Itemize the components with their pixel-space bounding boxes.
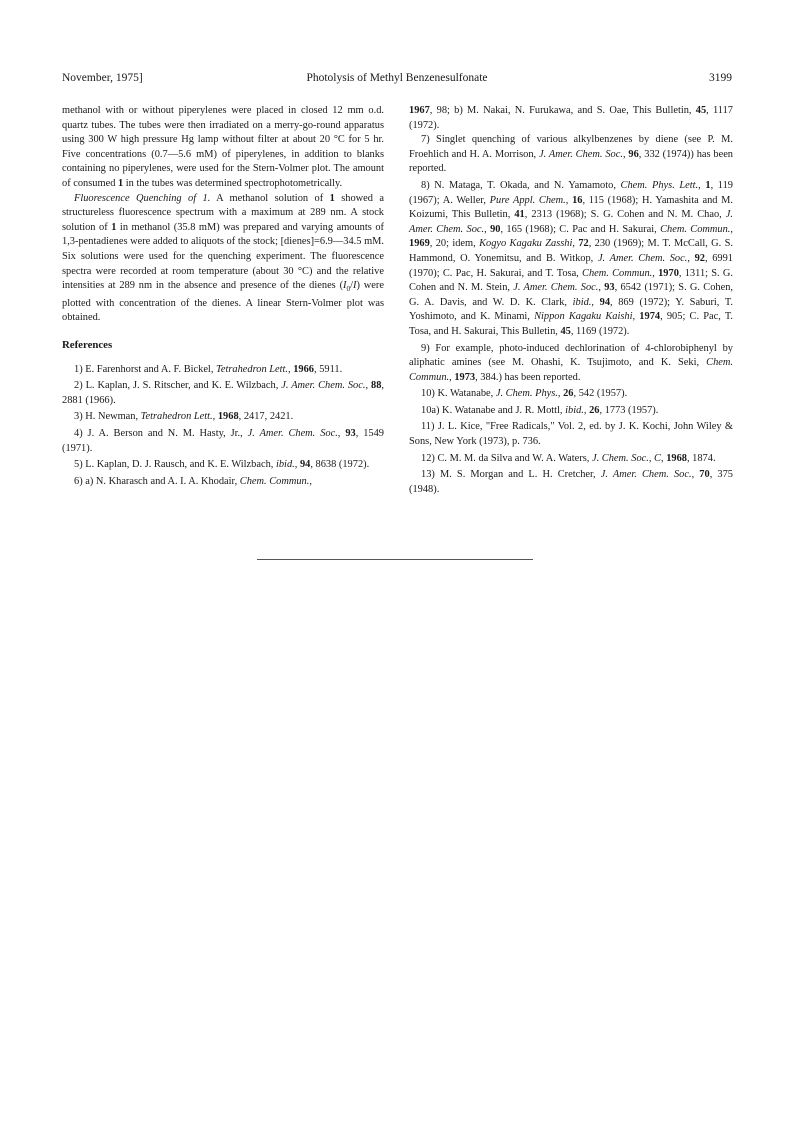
subsection-heading: Fluorescence Quenching of 1. bbox=[74, 192, 211, 204]
reference-8: 8) N. Mataga, T. Okada, and N. Yamamoto, Chem. Phys. Lett., 1, 119 (1967); A. Weller, Pure Appl. Chem., 16, 115 (1968); H. Yamashita and M. Koizumi, This Bulletin, 41, 2313 (1968); S. G. Cohen and N. M. Chao, J. Amer. Chem. Soc., 90, 165 (1968); C. Pac and H. Sakurai, Chem. Commun., 1969, 20; idem, Kogyo Kagaku Zasshi, 72, 230 (1969); M. T. McCall, G. S. Hammond, O. Yonemitsu, and B. Witkop, J. Amer. Chem. Soc., 92, 6991 (1970); C. Pac, H. Sakurai, and T. Tosa, Chem. Commun., 1970, 1311; S. G. Cohen and N. M. Stein, J. Amer. Chem. Soc., 93, 6542 (1971); S. G. Cohen, G. A. Davis, and W. D. K. Clark, ibid., 94, 869 (1972); Y. Saburi, T. Yoshimoto, and K. Minami, Nippon Kagaku Kaishi, 1974, 905; C. Pac, T. Tosa, and H. Sakurai, This Bulletin, 45, 1169 (1972). bbox=[409, 179, 734, 337]
reference-9: 9) For example, photo-induced dechlorination of 4-chlorobiphenyl by aliphatic amines (see M. Ohashi, K. Tsujimoto, and K. Seki, Chem. Commun., 1973, 384.) has been reported. bbox=[409, 342, 733, 383]
issue-date: November, 1975] bbox=[62, 72, 143, 84]
references-heading: References bbox=[62, 338, 113, 351]
reference-12: 12) C. M. M. da Silva and W. A. Waters, J. Chem. Soc., C, 1968, 1874. bbox=[421, 452, 716, 464]
reference-1: 1) E. Farenhorst and A. F. Bickel, Tetrahedron Lett., 1966, 5911. bbox=[74, 363, 343, 375]
left-column bbox=[62, 104, 384, 491]
running-title: Photolysis of Methyl Benzenesulfonate bbox=[306, 72, 488, 84]
end-rule bbox=[257, 559, 533, 560]
reference-6: 6) a) N. Kharasch and A. I. A. Khodair, Chem. Commun., bbox=[74, 475, 312, 487]
reference-2: 2) L. Kaplan, J. S. Ritscher, and K. E. Wilzbach, J. Amer. Chem. Soc., 88, 2881 (1966). bbox=[62, 380, 384, 406]
running-head bbox=[62, 72, 732, 88]
reference-10: 10) K. Watanabe, J. Chem. Phys., 26, 542 (1957). bbox=[421, 388, 628, 400]
reference-4: 4) J. A. Berson and N. M. Hasty, Jr., J. Amer. Chem. Soc., 93, 1549 (1971). bbox=[62, 427, 384, 454]
reference-10a: 10a) K. Watanabe and J. R. Mottl, ibid., 26, 1773 (1957). bbox=[421, 404, 659, 416]
reference-3: 3) H. Newman, Tetrahedron Lett., 1968, 2417, 2421. bbox=[74, 411, 294, 423]
reference-7: 7) Singlet quenching of various alkylbenzenes by diene (see P. M. Froehlich and H. A. Morrison, J. Amer. Chem. Soc., 96, 332 (1974)) has been reported. bbox=[409, 134, 734, 175]
reference-5: 5) L. Kaplan, D. J. Rausch, and K. E. Wilzbach, ibid., 94, 8638 (1972). bbox=[74, 459, 370, 471]
reference-6-continued: 1967, 98; b) M. Nakai, N. Furukawa, and S. Oae, This Bulletin, 45, 1117 (1972). bbox=[409, 105, 733, 131]
fluorescence-quenching-paragraph: Fluorescence Quenching of 1. A methanol solution of 1 showed a structureless fluorescence spectrum with a maximum at 289 nm. A stock solution of 1 in methanol (35.8 mM) was prepared and varying amounts of 1,3-pentadienes were added to aliquots of the stock; [dienes]=6.9—34.5 mM. Six solutions were used for the quenching experiment. The fluorescence spectra were recorded at room temperature (about 30 °C) and the relative intensities at 289 nm in the absence and presence of the dienes $(I_0/I)$ were plotted with concentration of the dienes. A linear Stern-Volmer plot was obtained. bbox=[62, 192, 384, 324]
reference-11: 11) J. L. Kice, "Free Radicals," Vol. 2, ed. by J. K. Kochi, John Wiley & Sons, New York (1973), p. 736. bbox=[409, 421, 733, 448]
page-number: 3199 bbox=[709, 72, 732, 84]
reference-13: 13) M. S. Morgan and L. H. Cretcher, J. Amer. Chem. Soc., 70, 375 (1948). bbox=[409, 469, 733, 495]
experimental-paragraph: methanol with or without piperylenes were placed in closed 12 mm o.d. quartz tubes. The tubes were then irradiated on a merry-go-round apparatus using 300 W high pressure Hg lamp without filter at about 20 °C for 5 hr. Five concentrations (0.7—5.6 mM) of piperylenes, in addition to blanks containing no piperylenes, were used for the Stern-Volmer plot. The amount of consumed 1 in the tubes was determined spectrophotometrically. bbox=[62, 105, 384, 189]
right-column bbox=[409, 104, 733, 499]
